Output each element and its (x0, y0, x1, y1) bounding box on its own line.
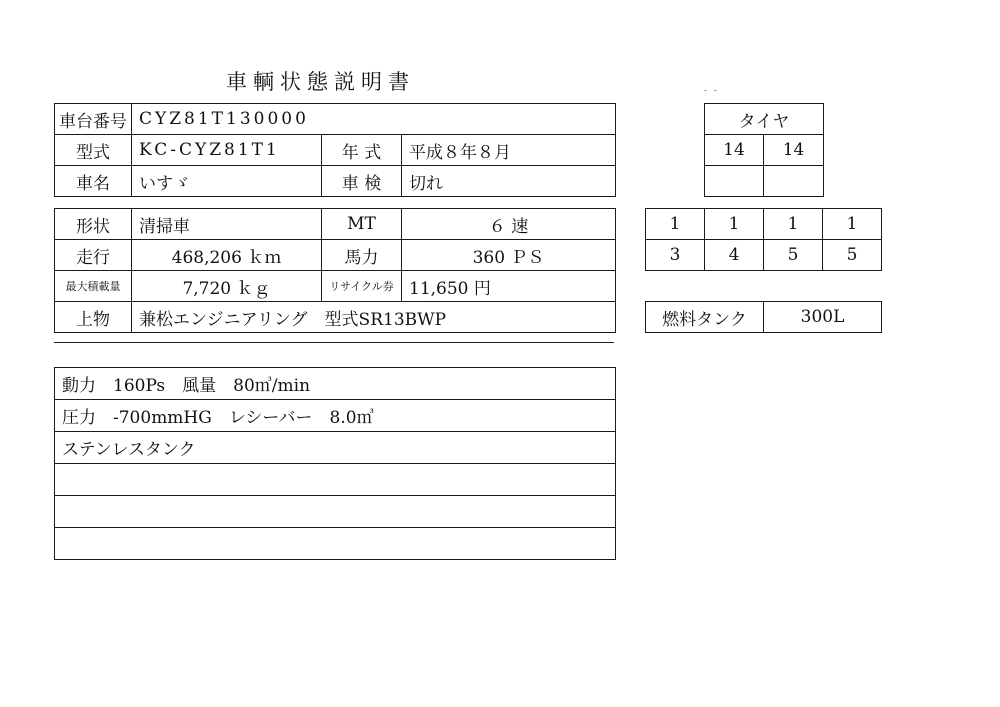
chassis-row (55, 104, 616, 135)
tire-header: タイヤ (705, 104, 824, 135)
note-line-1: 動力 160Ps 風量 80㎥/min (55, 368, 616, 400)
shape-value: 清掃車 (132, 209, 322, 240)
load-row (55, 271, 616, 302)
axle-cell: 1 (764, 209, 823, 240)
model-row (55, 135, 616, 166)
vehicle-name-value: いすゞ (132, 166, 322, 197)
axle-cell: 1 (705, 209, 764, 240)
tire-cell (705, 166, 764, 197)
shape-label: 形状 (55, 209, 132, 240)
transmission-value: ６ 速 (402, 209, 616, 240)
name-row (55, 166, 616, 197)
axle-cell: 3 (646, 240, 705, 271)
horsepower-label: 馬力 (322, 240, 402, 271)
vehicle-info-table (54, 103, 616, 197)
shape-row (55, 209, 616, 240)
fuel-row (646, 302, 882, 333)
axle-row (646, 240, 882, 271)
recycle-ticket-label: リサイクル券 (322, 271, 402, 302)
tire-cell (764, 166, 824, 197)
note-row (55, 528, 616, 560)
tire-cell: 14 (705, 135, 764, 166)
tire-cell: 14 (764, 135, 824, 166)
horsepower-value: 360 ＰＳ (402, 240, 616, 271)
chassis-number-value: CYZ81T130000 (132, 104, 616, 135)
axle-row (646, 209, 882, 240)
notes-table (54, 367, 616, 560)
axle-cell: 5 (823, 240, 882, 271)
axle-cell: 1 (646, 209, 705, 240)
tire-header-row (705, 104, 824, 135)
year-label: 年 式 (322, 135, 402, 166)
axle-cell: 4 (705, 240, 764, 271)
fuel-tank-value: 300L (764, 302, 882, 333)
vehicle-name-label: 車名 (55, 166, 132, 197)
body-label: 上物 (55, 302, 132, 333)
fuel-tank-label: 燃料タンク (646, 302, 764, 333)
note-row (55, 400, 616, 432)
note-row (55, 368, 616, 400)
axle-cell: 1 (823, 209, 882, 240)
model-label: 型式 (55, 135, 132, 166)
vehicle-specs-table (54, 208, 616, 333)
tire-row (705, 166, 824, 197)
note-line-2: 圧力 -700mmHG レシーバー 8.0㎥ (55, 400, 616, 432)
note-line-5 (55, 496, 616, 528)
chassis-number-label: 車台番号 (55, 104, 132, 135)
axle-cell: 5 (764, 240, 823, 271)
mileage-label: 走行 (55, 240, 132, 271)
note-line-6 (55, 528, 616, 560)
note-row (55, 464, 616, 496)
tire-table (704, 103, 824, 197)
corner-mark: - - (704, 86, 719, 96)
mileage-value: 468,206 ｋｍ (132, 240, 322, 271)
transmission-label: MT (322, 209, 402, 240)
model-value: KC-CYZ81T1 (132, 135, 322, 166)
max-load-value: 7,720 ｋｇ (132, 271, 322, 302)
fuel-tank-table (645, 301, 882, 333)
inspection-value: 切れ (402, 166, 616, 197)
year-value: 平成８年８月 (402, 135, 616, 166)
note-line-3: ステンレスタンク (55, 432, 616, 464)
document-title: 車輌状態説明書 (226, 70, 415, 94)
axle-grid (645, 208, 882, 271)
recycle-ticket-value: 11,650 円 (402, 271, 616, 302)
inspection-label: 車 検 (322, 166, 402, 197)
tire-row (705, 135, 824, 166)
max-load-label: 最大積載量 (55, 271, 132, 302)
body-row (55, 302, 616, 333)
mileage-row (55, 240, 616, 271)
section-divider (54, 342, 614, 343)
body-value: 兼松エンジニアリング 型式SR13BWP (132, 302, 616, 333)
note-line-4 (55, 464, 616, 496)
note-row (55, 496, 616, 528)
note-row (55, 432, 616, 464)
